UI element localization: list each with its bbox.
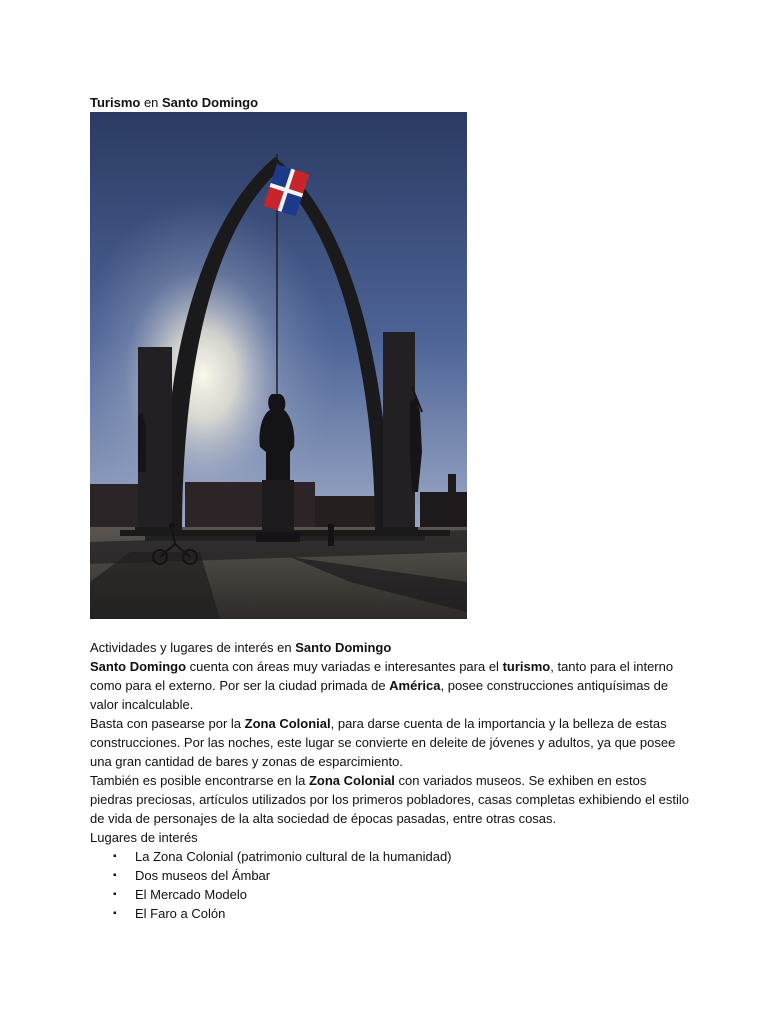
text-span: También es posible encontrarse en la (90, 773, 309, 788)
article-body (90, 638, 690, 923)
bullet-icon: ▪ (113, 889, 117, 900)
bold-span: Zona Colonial (308, 773, 395, 788)
places-list (90, 847, 690, 923)
bullet-icon: ▪ (113, 908, 117, 919)
title-word-turismo: Turismo (90, 95, 141, 110)
text-span: Actividades y lugares de interés en (90, 640, 296, 655)
title-word-en: en (140, 95, 163, 110)
text-span: , posee construcciones antiquísimas de valor incalculable. (90, 678, 669, 712)
bold-span: Zona Colonial (244, 716, 331, 731)
monument-photo (90, 112, 467, 619)
list-item (90, 847, 690, 866)
text-span: con variados museos. Se exhiben en estos piedras preciosas, artículos utilizados por los primeros pobladores, casas completas exhibiendo el estilo de vida de personajes de la alta sociedad de épocas pasadas, entre otras cosas. (90, 773, 690, 826)
list-item (90, 866, 690, 885)
list-item-text: Dos museos del Ámbar (135, 868, 271, 883)
text-span: , para darse cuenta de la importancia y la belleza de estas construcciones. Por las noches, este lugar se convierte en deleite de jóvenes y adultos, ya que posee una gran cantidad de bares y zonas de esparcimiento. (90, 716, 676, 769)
paragraph-activities-heading (90, 638, 690, 657)
list-item-text: El Faro a Colón (135, 906, 226, 921)
list-item-text: El Mercado Modelo (135, 887, 247, 902)
page-title (90, 94, 258, 111)
bold-span: Santo Domingo (295, 640, 392, 655)
bold-span: turismo (502, 659, 551, 674)
paragraph-museums (90, 771, 690, 828)
text-span: , tanto para el interno como para el externo. Por ser la ciudad primada de (90, 659, 674, 693)
bullet-icon: ▪ (113, 851, 117, 862)
list-item (90, 904, 690, 923)
paragraph-places-heading: Lugares de interés (90, 830, 198, 845)
bullet-icon: ▪ (113, 870, 117, 881)
list-item (90, 885, 690, 904)
text-span: cuenta con áreas muy variadas e interesantes para el (186, 659, 503, 674)
list-item-text: La Zona Colonial (patrimonio cultural de la humanidad) (135, 849, 452, 864)
title-word-santo-domingo: Santo Domingo (162, 95, 259, 110)
arch-monument-image (90, 112, 467, 619)
bold-span: Santo Domingo (90, 659, 187, 674)
text-span: Basta con pasearse por la (90, 716, 245, 731)
paragraph-intro (90, 657, 690, 714)
paragraph-zona-colonial (90, 714, 690, 771)
bold-span: América (389, 678, 441, 693)
